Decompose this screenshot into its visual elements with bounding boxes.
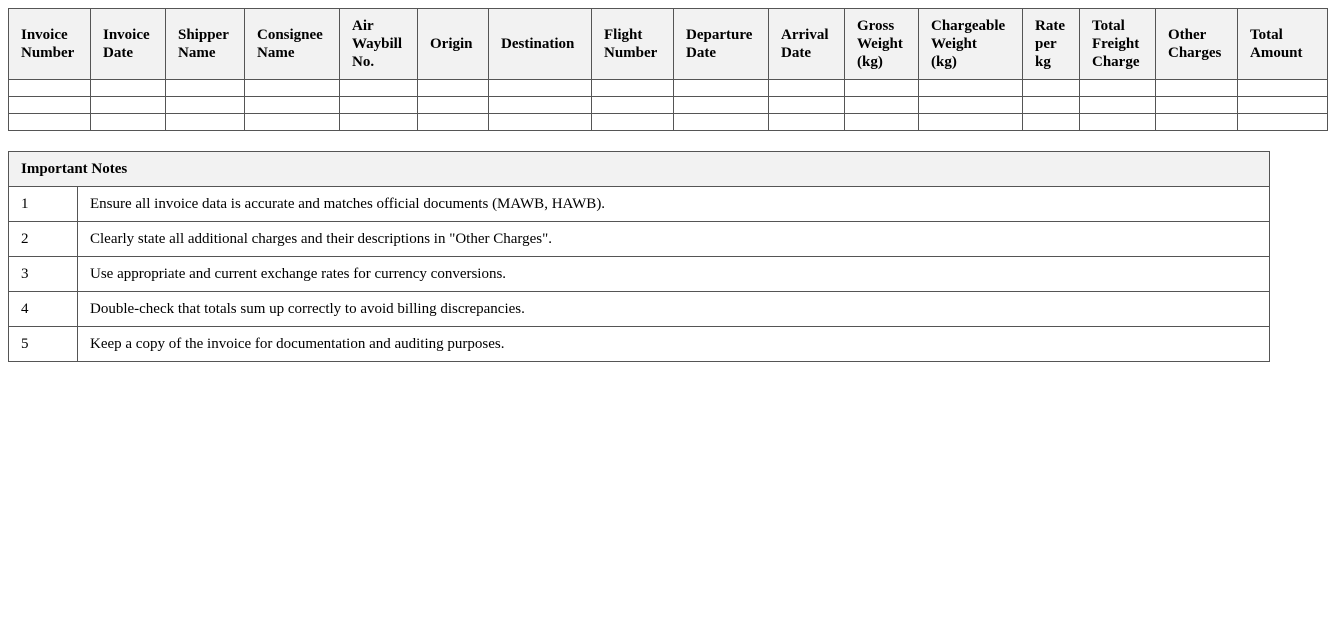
table-cell[interactable] <box>592 114 674 131</box>
column-header-line: (kg) <box>857 54 883 70</box>
note-row <box>9 222 1270 257</box>
table-cell[interactable] <box>592 80 674 97</box>
column-header-line: Charge <box>1092 54 1140 70</box>
table-cell[interactable] <box>769 114 845 131</box>
table-cell[interactable] <box>489 97 592 114</box>
column-header-line: kg <box>1035 54 1051 70</box>
column-header-line: Date <box>781 45 811 61</box>
column-header <box>592 9 674 80</box>
column-header-line: Weight <box>857 36 903 52</box>
column-header-line: No. <box>352 54 375 70</box>
column-header-line: Invoice <box>21 27 68 43</box>
table-cell[interactable] <box>9 80 91 97</box>
table-cell[interactable] <box>489 114 592 131</box>
column-header <box>245 9 340 80</box>
table-cell[interactable] <box>418 114 489 131</box>
table-cell[interactable] <box>919 114 1023 131</box>
table-cell[interactable] <box>674 114 769 131</box>
note-text: Keep a copy of the invoice for documentation and auditing purposes. <box>78 327 1270 362</box>
column-header-line: Date <box>686 45 716 61</box>
table-cell[interactable] <box>919 97 1023 114</box>
column-header-line: Weight <box>931 36 977 52</box>
column-header <box>1156 9 1238 80</box>
column-header-line: Name <box>257 45 295 61</box>
table-cell[interactable] <box>592 97 674 114</box>
table-cell[interactable] <box>340 80 418 97</box>
invoice-table-header <box>9 9 1328 80</box>
table-row <box>9 97 1328 114</box>
table-cell[interactable] <box>674 80 769 97</box>
table-cell[interactable] <box>489 80 592 97</box>
notes-title: Important Notes <box>9 152 1270 187</box>
column-header-line: Shipper <box>178 27 229 43</box>
table-cell[interactable] <box>845 80 919 97</box>
column-header <box>919 9 1023 80</box>
column-header <box>1238 9 1328 80</box>
table-row <box>9 80 1328 97</box>
table-cell[interactable] <box>1238 97 1328 114</box>
column-header-line: Total <box>1092 18 1125 34</box>
table-cell[interactable] <box>1080 97 1156 114</box>
column-header-line: Total <box>1250 27 1283 43</box>
column-header <box>9 9 91 80</box>
column-header-line: Destination <box>501 36 575 52</box>
column-header-line: Freight <box>1092 36 1140 52</box>
column-header-line: Number <box>21 45 75 61</box>
note-row <box>9 257 1270 292</box>
table-cell[interactable] <box>166 80 245 97</box>
invoice-table <box>8 8 1328 131</box>
column-header <box>674 9 769 80</box>
column-header-line: Number <box>604 45 658 61</box>
column-header-line: Invoice <box>103 27 150 43</box>
column-header-line: Air <box>352 18 374 34</box>
table-cell[interactable] <box>245 114 340 131</box>
table-cell[interactable] <box>340 114 418 131</box>
note-text: Ensure all invoice data is accurate and matches official documents (MAWB, HAWB). <box>78 187 1270 222</box>
table-row <box>9 114 1328 131</box>
table-cell[interactable] <box>245 97 340 114</box>
note-number: 1 <box>9 187 78 222</box>
note-number: 4 <box>9 292 78 327</box>
column-header-line: Origin <box>430 36 473 52</box>
column-header-line: Name <box>178 45 216 61</box>
column-header <box>489 9 592 80</box>
table-cell[interactable] <box>418 97 489 114</box>
column-header-line: (kg) <box>931 54 957 70</box>
table-cell[interactable] <box>674 97 769 114</box>
table-cell[interactable] <box>418 80 489 97</box>
column-header <box>91 9 166 80</box>
table-cell[interactable] <box>769 97 845 114</box>
column-header <box>1080 9 1156 80</box>
column-header <box>1023 9 1080 80</box>
column-header-line: Charges <box>1168 45 1222 61</box>
column-header-line: Chargeable <box>931 18 1006 34</box>
table-cell[interactable] <box>245 80 340 97</box>
column-header <box>769 9 845 80</box>
column-header-line: Arrival <box>781 27 829 43</box>
note-text: Clearly state all additional charges and their descriptions in "Other Charges". <box>78 222 1270 257</box>
column-header-line: Flight <box>604 27 643 43</box>
table-cell[interactable] <box>166 97 245 114</box>
table-cell[interactable] <box>166 114 245 131</box>
invoice-table-container <box>8 8 1328 131</box>
table-cell[interactable] <box>769 80 845 97</box>
table-cell[interactable] <box>9 97 91 114</box>
note-text: Use appropriate and current exchange rates for currency conversions. <box>78 257 1270 292</box>
table-cell[interactable] <box>919 80 1023 97</box>
column-header <box>166 9 245 80</box>
column-header-line: Departure <box>686 27 753 43</box>
column-header <box>418 9 489 80</box>
table-cell[interactable] <box>1238 114 1328 131</box>
important-notes-table <box>8 151 1270 362</box>
note-number: 3 <box>9 257 78 292</box>
note-row <box>9 292 1270 327</box>
table-cell[interactable] <box>91 80 166 97</box>
table-cell[interactable] <box>1156 97 1238 114</box>
table-cell[interactable] <box>340 97 418 114</box>
table-cell[interactable] <box>9 114 91 131</box>
table-cell[interactable] <box>1156 114 1238 131</box>
column-header-line: Gross <box>857 18 895 34</box>
table-cell[interactable] <box>1023 114 1080 131</box>
column-header-line: Other <box>1168 27 1207 43</box>
table-cell[interactable] <box>1238 80 1328 97</box>
note-row <box>9 187 1270 222</box>
note-number: 2 <box>9 222 78 257</box>
table-cell[interactable] <box>1156 80 1238 97</box>
table-cell[interactable] <box>91 97 166 114</box>
table-cell[interactable] <box>1023 80 1080 97</box>
column-header-line: per <box>1035 36 1057 52</box>
table-cell[interactable] <box>1080 114 1156 131</box>
note-text: Double-check that totals sum up correctly to avoid billing discrepancies. <box>78 292 1270 327</box>
column-header-line: Date <box>103 45 133 61</box>
column-header <box>340 9 418 80</box>
column-header-line: Consignee <box>257 27 323 43</box>
table-cell[interactable] <box>1080 80 1156 97</box>
table-cell[interactable] <box>845 97 919 114</box>
table-cell[interactable] <box>1023 97 1080 114</box>
column-header-line: Rate <box>1035 18 1065 34</box>
table-cell[interactable] <box>845 114 919 131</box>
note-row <box>9 327 1270 362</box>
column-header-line: Waybill <box>352 36 403 52</box>
note-number: 5 <box>9 327 78 362</box>
column-header <box>845 9 919 80</box>
table-cell[interactable] <box>91 114 166 131</box>
column-header-line: Amount <box>1250 45 1303 61</box>
